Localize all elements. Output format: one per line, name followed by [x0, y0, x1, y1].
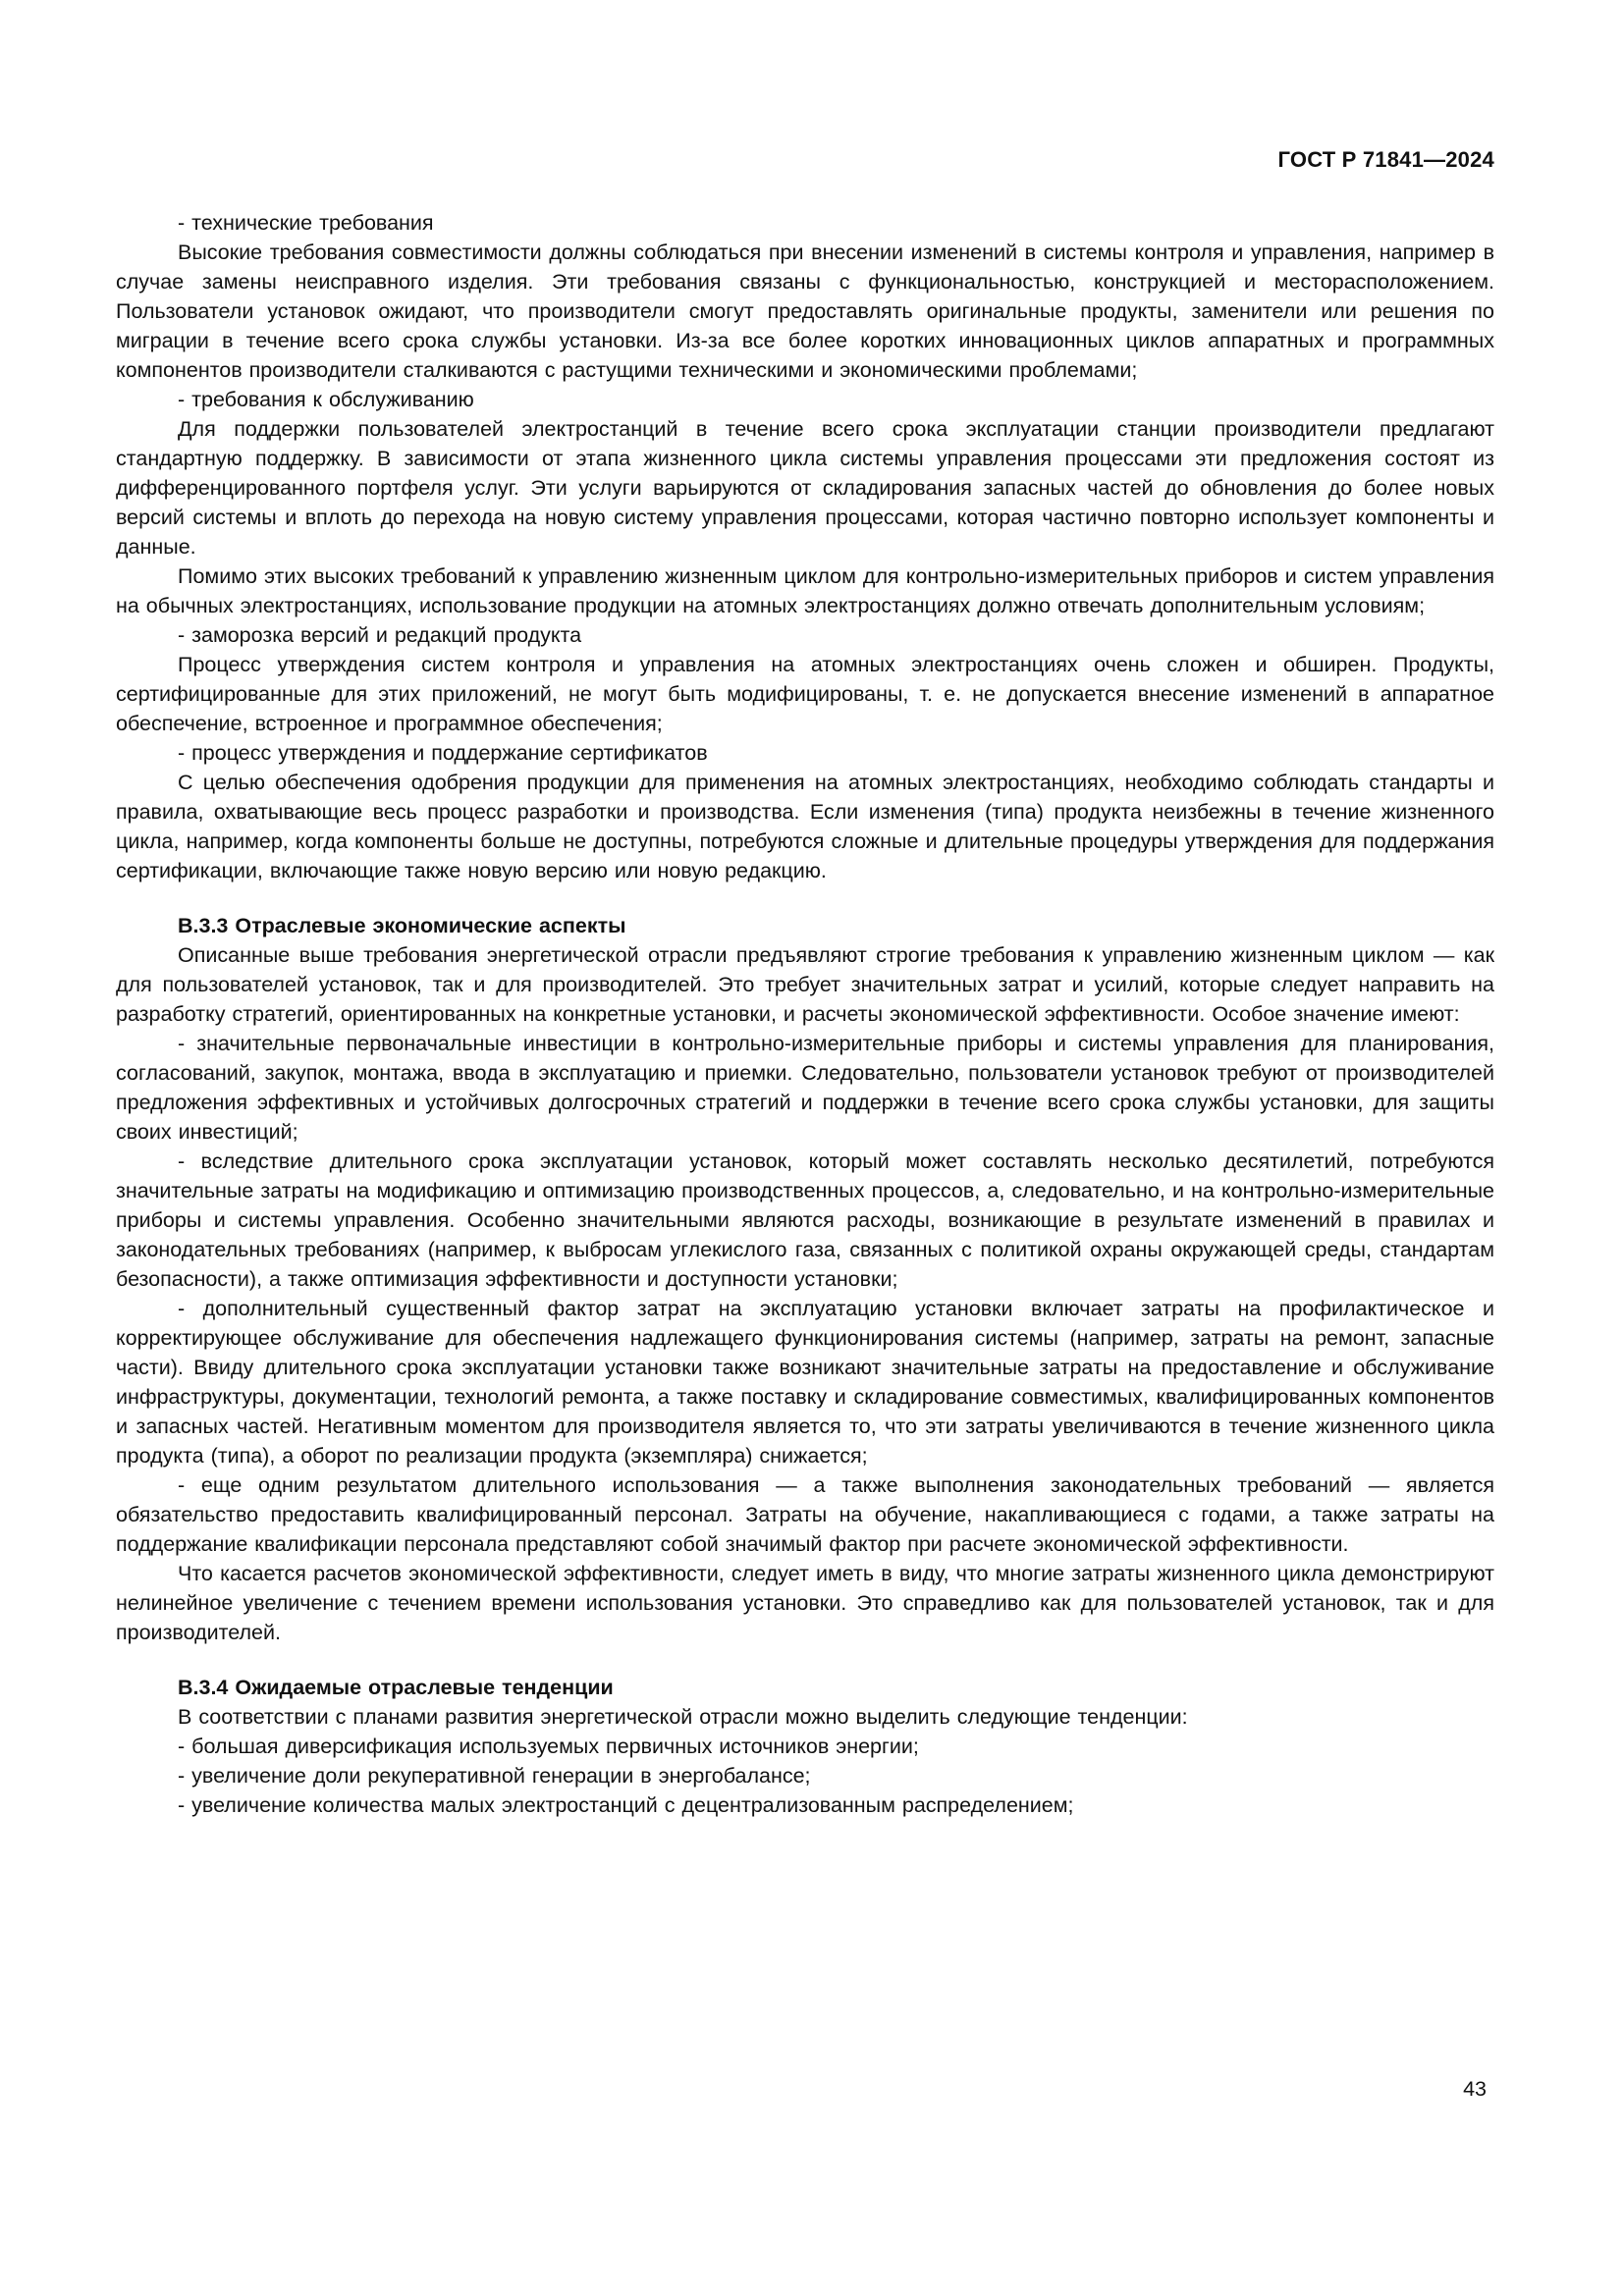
paragraph: Описанные выше требования энергетической отрасли предъявляют строгие требования к управлению жизненным циклом — как для пользователей установок, так и для производителей. Это требует значительных затрат и усилий, которые следует направить на разработку стратегий, ориентированных на конкретные установки, и расчеты экономической эффективности. Особое значение имеют: — [116, 943, 1494, 1026]
document-header: ГОСТ Р 71841—2024 — [1277, 147, 1494, 172]
paragraph: В соответствии с планами развития энергетической отрасли можно выделить следующие тенденции: — [178, 1705, 1188, 1729]
section-heading: В.3.4 Ожидаемые отраслевые тенденции — [178, 1676, 614, 1699]
paragraph: Что касается расчетов экономической эффективности, следует иметь в виду, что многие затраты жизненного цикла демонстрируют нелинейное увеличение с течением времени использования установки. Это справедливо как для пользователей установок, так и для производителей. — [116, 1562, 1494, 1644]
page-number: 43 — [1463, 2077, 1487, 2101]
list-item: - значительные первоначальные инвестиции в контрольно-измерительные приборы и системы управления для планирования, согласований, закупок, монтажа, ввода в эксплуатацию и приемки. Следовательно, пользователи установок требуют от производителей предложения эффективных и устойчивых долгосрочных стратегий и поддержки в течение всего срока службы установки, для защиты своих инвестиций; — [116, 1032, 1494, 1144]
list-item: - заморозка версий и редакций продукта — [178, 623, 582, 647]
list-item: - увеличение доли рекуперативной генерации в энергобалансе; — [178, 1764, 811, 1788]
list-item: - требования к обслуживанию — [178, 388, 474, 411]
paragraph: Помимо этих высоких требований к управлению жизненным циклом для контрольно-измерительных приборов и систем управления на обычных электростанциях, использование продукции на атомных электростанциях должно отвечать дополнительным условиям; — [116, 564, 1494, 617]
document-content — [116, 208, 1494, 1820]
list-item: - технические требования — [178, 211, 434, 235]
paragraph: Высокие требования совместимости должны соблюдаться при внесении изменений в системы контроля и управления, например в случае замены неисправного изделия. Эти требования связаны с функциональностью, конструкцией и месторасположением. Пользователи установок ожидают, что производители смогут предоставлять оригинальные продукты, заменители или решения по миграции в течение всего срока службы установки. Из-за все более коротких инновационных циклов аппаратных и программных компонентов производители сталкиваются с растущими техническими и экономическими проблемами; — [116, 240, 1494, 382]
list-item: - процесс утверждения и поддержание сертификатов — [178, 741, 708, 765]
section-heading: В.3.3 Отраслевые экономические аспекты — [178, 914, 626, 937]
list-item: - увеличение количества малых электростанций с децентрализованным распределением; — [178, 1793, 1074, 1817]
list-item: - еще одним результатом длительного использования — а также выполнения законодательных требований — является обязательство предоставить квалифицированный персонал. Затраты на обучение, накапливающиеся с годами, а также затраты на поддержание квалификации персонала представляют собой значимый фактор при расчете экономической эффективности. — [116, 1473, 1494, 1556]
list-item: - большая диверсификация используемых первичных источников энергии; — [178, 1735, 919, 1758]
list-item: - дополнительный существенный фактор затрат на эксплуатацию установки включает затраты на профилактическое и корректирующее обслуживание для обеспечения надлежащего функционирования системы (например, затраты на ремонт, запасные части). Ввиду длительного срока эксплуатации установки также возникают значительные затраты на предоставление и обслуживание инфраструктуры, документации, технологий ремонта, а также поставку и складирование совместимых, квалифицированных компонентов и запасных частей. Негативным моментом для производителя является то, что эти затраты увеличиваются в течение жизненного цикла продукта (типа), а оборот по реализации продукта (экземпляра) снижается; — [116, 1297, 1494, 1468]
paragraph: С целью обеспечения одобрения продукции для применения на атомных электростанциях, необходимо соблюдать стандарты и правила, охватывающие весь процесс разработки и производства. Если изменения (типа) продукта неизбежны в течение жизненного цикла, например, когда компоненты больше не доступны, потребуются сложные и длительные процедуры утверждения для поддержания сертификации, включающие также новую версию или новую редакцию. — [116, 771, 1494, 882]
paragraph: Для поддержки пользователей электростанций в течение всего срока эксплуатации станции производители предлагают стандартную поддержку. В зависимости от этапа жизненного цикла системы управления процессами эти предложения состоят из дифференцированного портфеля услуг. Эти услуги варьируются от складирования запасных частей до обновления до более новых версий системы и вплоть до перехода на новую систему управления процессами, которая частично повторно использует компоненты и данные. — [116, 417, 1494, 559]
list-item: - вследствие длительного срока эксплуатации установок, который может составлять несколько десятилетий, потребуются значительные затраты на модификацию и оптимизацию производственных процессов, а, следовательно, и на контрольно-измерительные приборы и системы управления. Особенно значительными являются расходы, возникающие в результате изменений в правилах и законодательных требованиях (например, к выбросам углекислого газа, связанных с политикой охраны окружающей среды, стандартам безопасности), а также оптимизация эффективности и доступности установки; — [116, 1149, 1494, 1291]
paragraph: Процесс утверждения систем контроля и управления на атомных электростанциях очень сложен и обширен. Продукты, сертифицированные для этих приложений, не могут быть модифицированы, т. е. не допускается внесение изменений в аппаратное обеспечение, встроенное и программное обеспечения; — [116, 653, 1494, 735]
